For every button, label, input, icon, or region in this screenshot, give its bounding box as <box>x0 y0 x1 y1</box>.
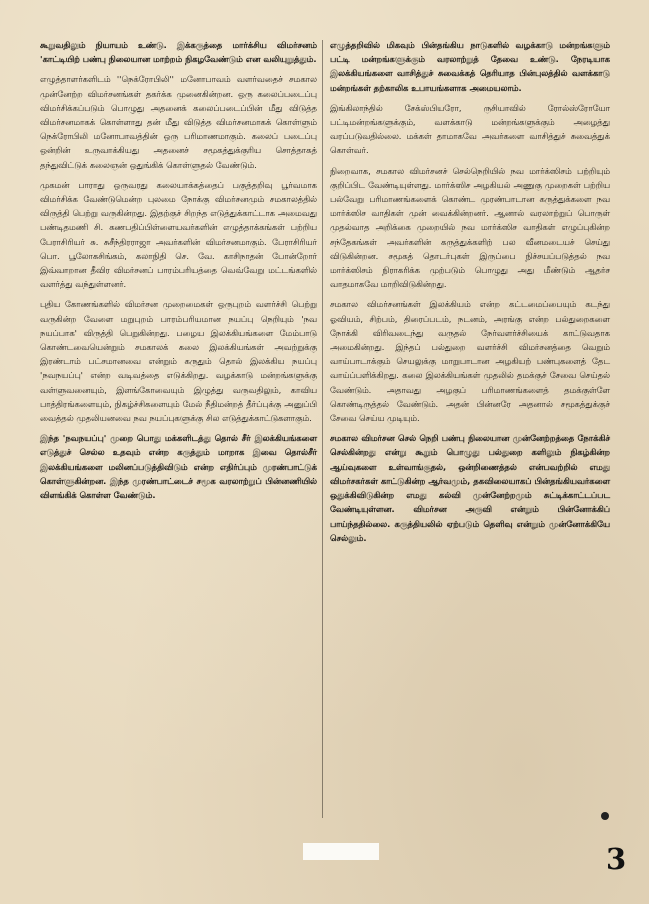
paragraph: இந்த 'நவநயப்பு' முறை பொது மக்களிடத்து தொல் சீர் இலக்கியங்களை எடுத்துச் செல்ல உதவும் என்ற கருத்தும் மாறாக இவை தொல்சீர் இலக்கியங்களை மலினப்படுத்திவிடும் என்ற எதிர்ப்பும் முரண்பாட்டுக் கொள்ளுகின்றன. இந்த முரண்பாட்டைச் சமூக வரலாற்றுப் பின்னணியில் விளங்கிக் கொள்ள வேண்டும். <box>40 433 317 501</box>
paragraph: சமகால விமர்சன செல் நெறி பண்பு நிலையான முன்னேற்றத்தை நோக்கிச் செல்கின்றது என்று கூறும் பொழுது பல்துறை களிலும் நிகழ்கின்ற ஆய்வுகளை உள்வாங்குதல், ஒன்றிணைத்தல் என்பவற்றில் எமது விமர்சகர்கள் காட்டுகின்ற ஆர்வமும், தகவிலையாகப் பின்தங்கியவர்களை ஒதுக்கிவிடுகின்ற எமது கல்வி முன்னேற்றமும் சுட்டிக்காட்டப்பட வேண்டியுள்ளன. விமர்சன அருவி என்றும் பின்னோக்கிப் பாய்ந்ததில்லை. கருத்தியலில் ஏற்படும் தெளிவு என்றும் முன்னோக்கியே செல்லும். <box>330 433 610 543</box>
left-text-column <box>40 38 317 508</box>
paragraph: முகமன் பாராது ஒருவரது கலையாக்கத்தைப் பகுத்தறிவு பூர்வமாக விமர்சிக்க வேண்டுமென்ற புலமை நோக்கு விமர்சனமும் சமகாலத்தில் விருத்தி பெற்று வருகின்றது. இதற்குச் சிறந்த எடுத்துக்காட்டாக அமைவது பண்டிதமணி சி. கணபதிப்பிள்ளையவர்களின் எழுத்தாக்கங்கள் பற்றிய பேராசிரியர் சு. சுசீந்திரராஜா அவர்களின் விமர்சனமாகும். பேராசிரியர் பொ. பூலோகசிங்கம், கலாநிதி செ. வே. காசிநாதன் போன்றோர் இவ்வாறான தீவிர விமர்சனப் பாரம்பரியத்தை வெவ்வேறு மட்டங்களில் வளர்த்து வந்துள்ளனர். <box>40 179 317 290</box>
paragraph: சமகால விமர்சனங்கள் இலக்கியம் என்ற கட்டமைப்பையும் கடந்து ஓவியம், சிற்பம், திரைப்படம், நடனம், அரங்கு என்ற பல்துறைகளை நோக்கி விரிவடைந்து வருதல் நேர்வளர்ச்சியைக் காட்டுவதாக அமைகின்றது. இந்தப் பல்துறை வளர்ச்சி விமர்சனத்தை வெறும் வாய்பாடாக்கும் செயலுக்கு மாறுபாடான அழகியற் பண்புகளைத் தேட வாய்ப்பளிக்கிறது. கலை இலக்கியங்கள் முதலில் தமக்குச் சேவை செய்தல் வேண்டும். அதாவது அழகுப் பரிமாணங்களைத் தமக்குள்ளே கொண்டிருத்தல் வேண்டும். அதன் பின்னரே அதனால் சமூகத்துக்குச் சேவை செய்ய முடியும். <box>330 299 610 424</box>
page-number: 3 <box>606 842 627 876</box>
paragraph: நிறைவாக, சமகால விமர்சனச் செல்நெறியில் நவ மார்க்ஸிசம் பற்றியும் குறிப்பிட வேண்டியுள்ளது. மார்க்ஸிச அழகியல் அணுகு முறைகள் பற்றிய பல்வேறு பரிமாணங்களைக் கொண்ட முரண்பாடான கருத்துக்களை நவ மார்க்ஸிச வாதிகள் முன் வைக்கின்றனர். ஆனால் வரலாற்றுப் பொருள் முதல்வாத அறிக்கை முறையில் நவ மார்க்ஸிச வாதிகள் எழுப்புகின்ற சந்தேகங்கள் அவர்களின் கருத்துக்களிற் பல வீனமடையச் செய்து விடுகின்றன. சமூகத் தொடர்புகள் இருப்பை நிச்சயப்படுத்தல் நவ மார்க்ஸிசம் நிராகரிக்க முற்படும் பொழுது அது மீண்டும் ஆதர்ச வாதமாகவே மாறிவிடுகின்றது. <box>330 165 610 290</box>
paragraph: எழுத்தாளர்களிடம் ''நெக்ரோபிலி'' மனோபாவம் வளர்வதைச் சமகால முன்னேற்ற விமர்சனங்கள் தகர்க்க முனைகின்றன. ஒரு கலைப்படைப்பு விமர்சிக்கப்படும் பொழுது அதனைக் கலைப்படைப்பின் மீது விடுத்த விமர்சனமாகக் கொள்ளாது தன் மீது விடுத்த விமர்சனமாகக் கொள்ளும் நெக்ரோபிலி மனோபாவத்தின் ஒரு பரிமாணமாகும். கலைப் படைப்பு ஒன்றின் உருவாக்கியது அதனைச் சமூகத்துக்குரிய சொத்தாகத் தந்துவிட்டுக் கலைஞன் ஒதுங்கிக் கொள்ளுதல் வேண்டும். <box>40 74 317 170</box>
paragraph: கூறுவதிலும் நியாயம் உண்டு. இக்கருத்தை மார்க்சிய விமர்சனம் 'காட்டியிற் பண்பு நிலையான மாற்றம் நிகழவேண்டும் என வலியுறுத்தும். <box>40 40 317 65</box>
paragraph: இங்கிலாந்தில் சேக்ஸ்பியரோ, ருசியாவில் ரோல்ஸ்ரோயோ பட்டிமன்றங்களுக்கும், வளக்காடு மன்றங்களுக்கும் அழைத்து வரப்படுவதில்லை. மக்கள் தாமாகவே அவர்களை வாசித்துச் சுவைத்துக் கொள்வர். <box>330 102 610 156</box>
column-divider <box>322 40 323 818</box>
paragraph: எழுத்தறிவில் மிகவும் பின்தங்கிய நாடுகளில் வழக்காடு மன்றங்களும் பட்டி மன்றங்களுக்கும் வரலாற்றுத் தேவை உண்டு. நேரடியாக இலக்கியங்களை வாசித்துச் சுவைக்கத் தெரியாத பின்புலத்தில் வளக்காடு மன்றங்கள் தற்காலிக உபாயங்களாக அமையலாம். <box>330 40 610 93</box>
ink-spot <box>601 812 609 820</box>
blank-label-strip <box>303 843 379 860</box>
right-text-column <box>330 38 610 551</box>
paragraph: புதிய கோணங்களில் விமர்சன முறைமைகள் ஒருபுறம் வளர்ச்சி பெற்று வருகின்ற வேளை மறுபுறம் பாரம்பரியமான நயப்பு நெறியும் 'நவ நயப்பாக' விருத்தி பெறுகின்றது. பழைய இலக்கியங்களை மேம்பாடு கொண்டவையென்றும் சமகாலக் கலை இலக்கியங்கள் அவற்றுக்கு இரண்டாம் பட்சமானவை என்றும் கருதும் தொல் இலக்கிய நயப்பு 'நவநயப்பு' என்ற வடிவத்தை எடுக்கிறது. வழக்காடு மன்றங்களுக்கு வள்ளுவனையும், இளங்கோவையும் இழுத்து வருவதிலும், காவிய பாத்திரங்களையும், நிகழ்ச்சிகளையும் மேல் நீதிமன்றத் தீர்ப்புக்கு அனுப்பி வைத்தல் முதலியனவை நவ நயப்புகளுக்கு சில எடுத்துக்காட்டுகளாகும். <box>40 299 317 424</box>
